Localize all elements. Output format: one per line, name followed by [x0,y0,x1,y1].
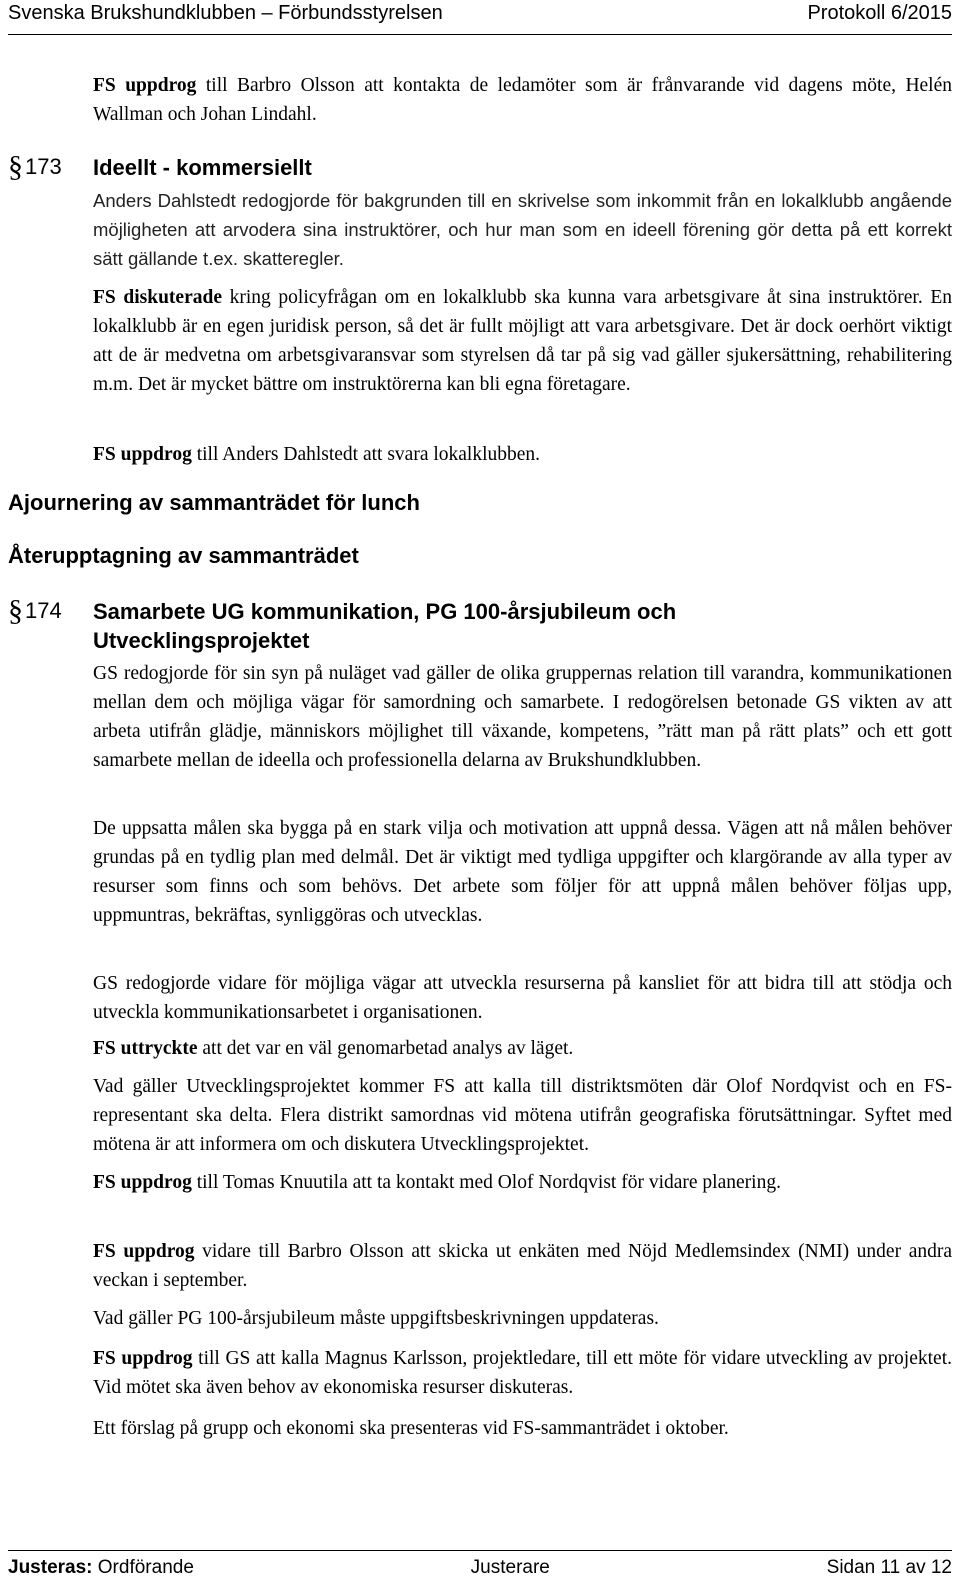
footer-divider [8,1550,952,1551]
s174-p7-bold: FS uppdrog [93,1241,195,1262]
s174-paragraph-9 [93,1344,952,1402]
section-number-173: 173 [25,154,62,179]
s174-paragraph-10: Ett förslag på grupp och ekonomi ska presenteras vid FS-sammanträdet i oktober. [93,1418,729,1439]
footer-adjuster: Justerare [470,1557,550,1578]
s173-p3-bold: FS uppdrog [93,444,192,465]
s173-paragraph-2 [93,283,952,399]
resume-heading: Återupptagning av sammanträdet [8,543,359,568]
s174-paragraph-7 [93,1237,952,1295]
s173-p3-text: till Anders Dahlstedt att svara lokalklubben. [191,444,541,465]
s174-paragraph-3: GS redogjorde vidare för möjliga vägar att utveckla resurserna på kansliet för att bidra till att stödja och utveckla kommunikationsarbetet i organisationen. [93,973,952,1023]
footer-approval-role: Ordförande [92,1557,194,1578]
s174-paragraph-4 [93,1034,952,1063]
section-symbol-174: § [8,594,23,627]
section-symbol-173: § [8,150,23,183]
s174-p6-bold: FS uppdrog [93,1172,192,1193]
header-protocol-number: Protokoll 6/2015 [807,2,952,24]
adjourn-heading: Ajournering av sammanträdet för lunch [8,490,420,515]
s174-paragraph-1: GS redogjorde för sin syn på nuläget vad gäller de olika gruppernas relation till varandra, kommunikationen mellan dem och möjliga vägar för samordning och samarbete. I redogörelsen betonade GS vikten av att arbeta utifrån glädje, människors möjlighet till växande, kompetens, ”rätt man på rätt plats” och ett gott samarbete mellan de ideella och professionella delarna av Brukshundklubben. [93,663,952,771]
s174-p6-text: till Tomas Knuutila att ta kontakt med Olof Nordqvist för vidare planering. [191,1172,781,1193]
intro-bold: FS uppdrog [93,75,197,96]
s174-paragraph-6 [93,1168,952,1197]
footer-page-number: Sidan 11 av 12 [826,1557,952,1578]
s173-p2-text: kring policyfrågan om en lokalklubb ska kunna vara arbetsgivare åt sina instruktörer. En lokalklubb är en egen juridisk person, så det är fullt möjligt att vara arbetsgivare. Det är dock oerhört viktigt att de är medvetna om arbetsgivaransvar som styrelsen då tar på sig vad gäller sjukersättning, rehabilitering m.m. Det är mycket bättre om instruktörerna kan bli egna företagare. [93,287,952,395]
section-number-174: 174 [25,598,62,623]
s173-p2-bold: FS diskuterade [93,287,222,308]
section-title-174: Samarbete UG kommunikation, PG 100-årsjubileum och Utvecklingsprojektet [93,599,677,653]
header-organization: Svenska Brukshundklubben – Förbundsstyrelsen [8,2,443,24]
header-divider [8,34,952,35]
s174-paragraph-8: Vad gäller PG 100-årsjubileum måste uppgiftsbeskrivningen uppdateras. [93,1308,659,1329]
s173-paragraph-1: Anders Dahlstedt redogjorde för bakgrunden till en skrivelse som inkommit från en lokalklubb angående möjligheten att arvodera sina instruktörer, och hur man som en ideell förening gör detta på ett korrekt sätt gällande t.ex. skatteregler. [93,190,952,269]
s174-p9-text: till GS att kalla Magnus Karlsson, projektledare, till ett möte för vidare utveckling av projektet. Vid mötet ska även behov av ekonomiska resurser diskuteras. [93,1348,952,1398]
s174-p9-bold: FS uppdrog [93,1348,193,1369]
intro-text: till Barbro Olsson att kontakta de ledamöter som är frånvarande vid dagens möte, Helén Wallman och Johan Lindahl. [93,75,952,125]
page-footer [8,1556,952,1580]
intro-paragraph [93,71,952,129]
s174-p4-bold: FS uttryckte [93,1038,198,1059]
section-title-173: Ideellt - kommersiellt [93,155,312,180]
footer-approval-label: Justeras: [8,1557,93,1578]
page-header [8,0,952,34]
s174-p4-text: att det var en väl genomarbetad analys av läget. [197,1038,574,1059]
s174-p7-text: vidare till Barbro Olsson att skicka ut enkäten med Nöjd Medlemsindex (NMI) under andra veckan i september. [93,1241,952,1291]
footer-approval [8,1556,194,1580]
s174-paragraph-2: De uppsatta målen ska bygga på en stark vilja och motivation att uppnå dessa. Vägen att nå målen behöver grundas på en tydlig plan med delmål. Det är viktigt med tydliga uppgifter och klargörande av alla typer av resurser som finns och som behövs. Det arbete som följer för att uppnå målen behöver följas upp, uppmuntras, bekräftas, synliggöras och utvecklas. [93,818,952,926]
s173-paragraph-3 [93,440,952,469]
s174-paragraph-5: Vad gäller Utvecklingsprojektet kommer FS att kalla till distriktsmöten där Olof Nordqvist och en FS-representant ska delta. Flera distrikt samordnas vid mötena utifrån geografiska förutsättningar. Syftet med mötena är att informera om och diskutera Utvecklingsprojektet. [93,1076,952,1155]
